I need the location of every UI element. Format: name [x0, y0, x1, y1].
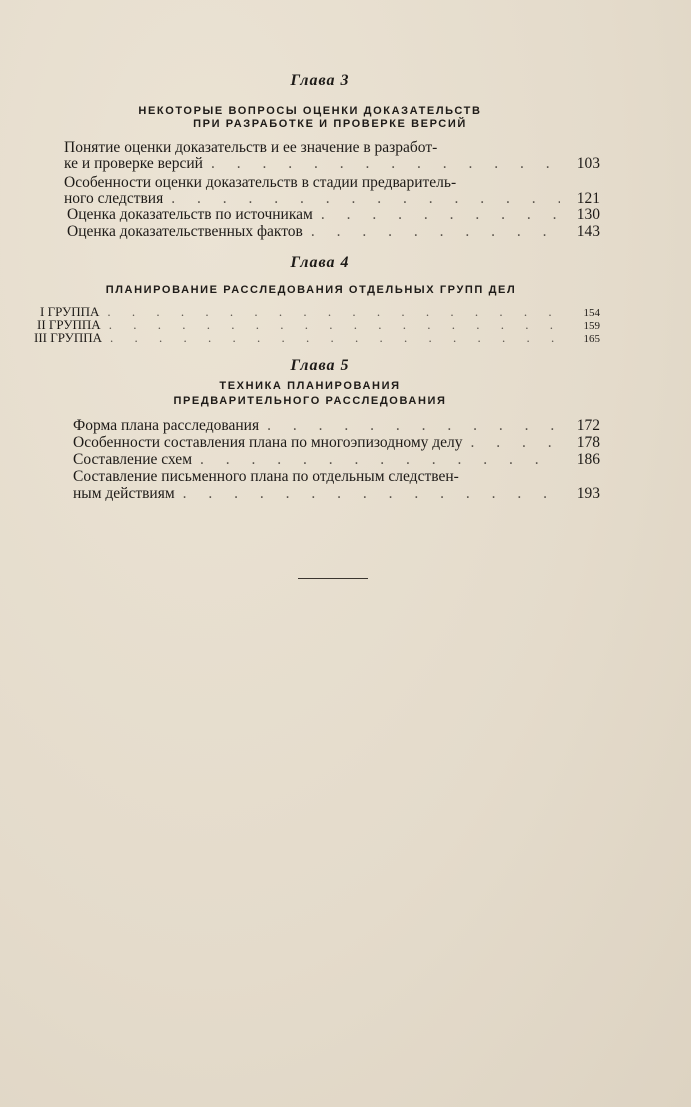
- page-number: 121: [576, 190, 600, 207]
- page-number: 159: [583, 320, 600, 332]
- toc-entry: [73, 417, 600, 434]
- chapter-4-heading: ПЛАНИРОВАНИЕ РАССЛЕДОВАНИЯ ОТДЕЛЬНЫХ ГРУПП ДЕЛ: [105, 284, 517, 296]
- chapter-5-title: Глава 5: [290, 357, 350, 374]
- chapter-3-heading-line-1: НЕКОТОРЫЕ ВОПРОСЫ ОЦЕНКИ ДОКАЗАТЕЛЬСТВ: [138, 105, 482, 117]
- toc-entry-text: Оценка доказательственных фактов: [67, 223, 303, 240]
- toc-entry-line: [64, 174, 604, 191]
- chapter-5-heading-line-2: ПРЕДВАРИТЕЛЬНОГО РАССЛЕДОВАНИЯ: [173, 395, 447, 407]
- dot-leader: [463, 434, 560, 451]
- page-number: 172: [576, 417, 600, 434]
- page-number: 178: [576, 434, 600, 451]
- toc-entry-text: Составление схем: [73, 451, 192, 468]
- toc-entry: [73, 485, 600, 502]
- toc-entry-text: Особенности составления плана по многоэпизодному делу: [73, 434, 463, 451]
- toc-entry: [34, 331, 600, 346]
- page-number: 186: [576, 451, 600, 468]
- toc-entry: [67, 223, 600, 240]
- toc-entry: [73, 434, 600, 451]
- toc-entry: [64, 190, 600, 207]
- toc-entry-text: ным действиям: [73, 485, 175, 502]
- dot-leader: [175, 485, 560, 502]
- toc-entry: [73, 451, 600, 468]
- dot-leader: [99, 305, 560, 318]
- toc-entry-line: [73, 468, 613, 485]
- chapter-4-title: Глава 4: [290, 254, 350, 271]
- page-number: 143: [576, 223, 600, 240]
- toc-entry-text: Понятие оценки доказательств и ее значение в разработ-: [64, 139, 438, 156]
- toc-entry-text: Особенности оценки доказательств в стадии предваритель-: [64, 174, 457, 191]
- toc-entry-text: Оценка доказательств по источникам: [67, 206, 313, 223]
- dot-leader: [203, 155, 560, 172]
- toc-entry-text: Форма плана расследования: [73, 417, 260, 434]
- end-rule-divider: [298, 578, 368, 579]
- dot-leader: [303, 223, 560, 240]
- dot-leader: [101, 318, 560, 331]
- dot-leader: [259, 417, 560, 434]
- page-number: 103: [576, 155, 600, 172]
- toc-entry-text: ке и проверке версий: [64, 155, 203, 172]
- toc-entry-text: II ГРУППА: [37, 317, 101, 332]
- chapter-3-title: Глава 3: [290, 72, 350, 89]
- dot-leader: [313, 206, 560, 223]
- chapter-3-heading-line-2: ПРИ РАЗРАБОТКЕ И ПРОВЕРКЕ ВЕРСИЙ: [193, 118, 467, 130]
- toc-entry-text: Составление письменного плана по отдельным следствен-: [73, 468, 459, 485]
- page-number: 193: [576, 485, 600, 502]
- toc-entry-text: ного следствия: [64, 190, 164, 207]
- chapter-5-heading-line-1: ТЕХНИКА ПЛАНИРОВАНИЯ: [219, 380, 401, 392]
- toc-entry: [67, 206, 600, 223]
- dot-leader: [192, 451, 560, 468]
- toc-entry-text: I ГРУППА: [40, 304, 100, 319]
- page-number: 130: [576, 206, 600, 223]
- page-number: 154: [583, 307, 600, 319]
- toc-entry: [64, 155, 600, 172]
- toc-entry-text: III ГРУППА: [34, 330, 103, 345]
- page-number: 165: [583, 333, 600, 345]
- dot-leader: [163, 190, 560, 207]
- toc-entry-line: [64, 139, 604, 156]
- dot-leader: [102, 331, 560, 344]
